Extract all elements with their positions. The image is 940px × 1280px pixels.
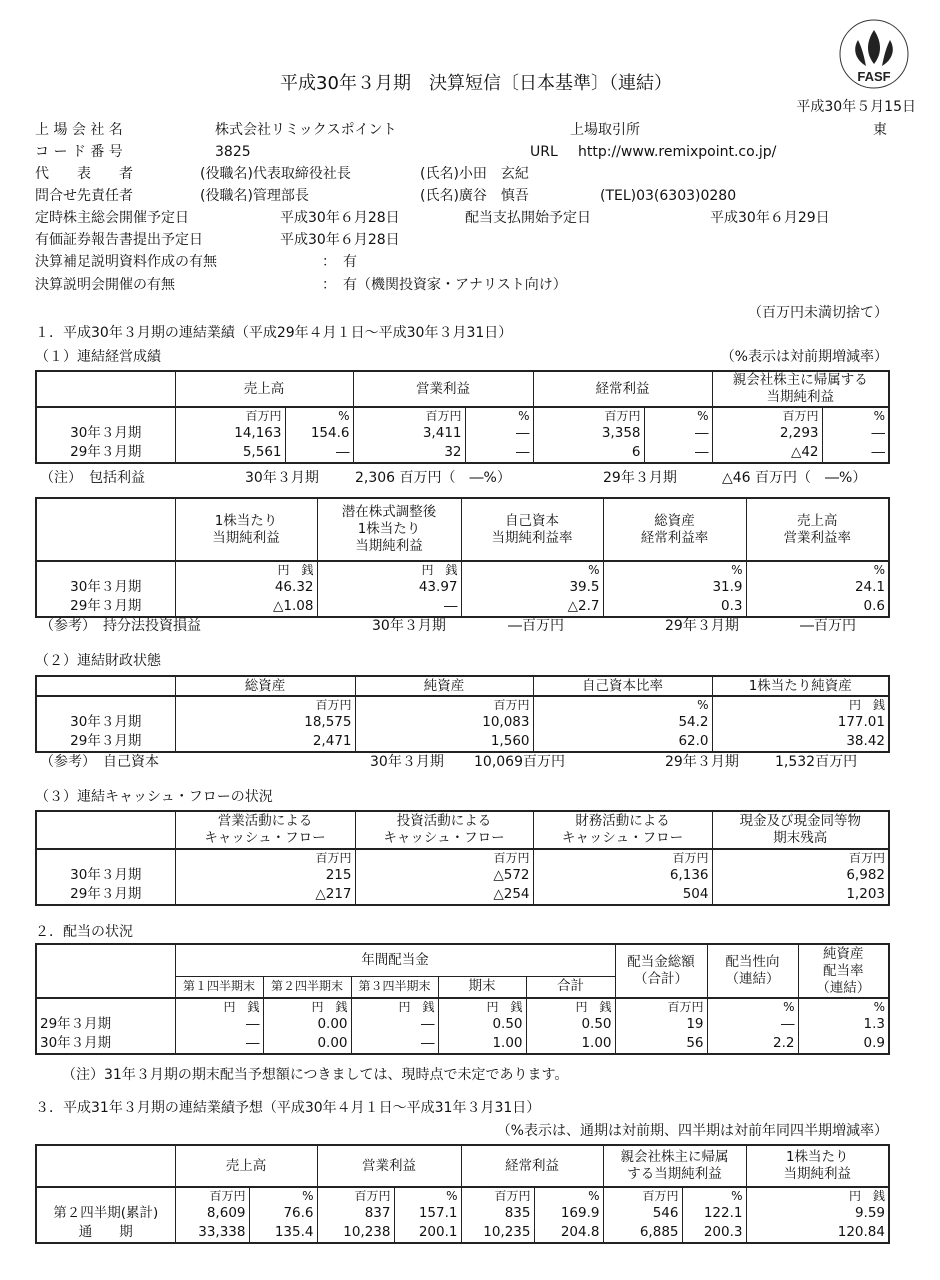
unit-label: 円 銭 [526,998,615,1015]
table-row [36,866,889,885]
column-header [36,1145,175,1187]
column-header: 第１四半期末 [175,976,263,998]
table-cell: 0.00 [263,1034,351,1054]
table-cell: ― [822,424,889,443]
table-cell: 46.32 [175,578,317,597]
table-cell: 0.50 [526,1015,615,1034]
dividend-date: 平成30年６月29日 [710,210,830,226]
column-header: 売上高 営業利益率 [746,498,889,561]
table-cell: ― [707,1015,798,1034]
table-cell: 215 [175,866,355,885]
company-label: 上 場 会 社 名 [35,122,123,138]
row-label: 29年３月期 [36,885,175,905]
table-cell: 10,238 [317,1223,394,1243]
contact-title: (役職名)管理部長 [200,188,309,204]
dividend-note: （注）31年３月期の期末配当予想額につきましては、現時点で未定であります。 [62,1067,569,1083]
table-row [36,885,889,905]
table-cell: △217 [175,885,355,905]
table-cell: ― [285,443,353,463]
table-row [36,1015,889,1034]
dividends-table [35,943,890,1055]
table-cell: 200.1 [394,1223,461,1243]
table-cell: 169.9 [534,1204,603,1223]
table-cell: 31.9 [603,578,746,597]
units-row [36,998,889,1015]
table-cell: 504 [533,885,712,905]
table-cell: 32 [353,443,465,463]
table-cell: 10,235 [461,1223,534,1243]
table-cell: 5,561 [175,443,285,463]
unit-label: 円 銭 [712,696,889,713]
table-cell: 0.9 [798,1034,889,1054]
supplementary-value: ： 有 [322,254,357,270]
row-label: 30年３月期 [36,713,175,732]
table-cell: 2,471 [175,732,355,752]
table-cell: 135.4 [249,1223,317,1243]
unit-label: 百万円 [175,696,355,713]
contact-tel: (TEL)03(6303)0280 [600,188,737,204]
rounding-note: （百万円未満切捨て） [748,305,888,321]
column-header: 合計 [526,976,615,998]
table-cell: 546 [603,1204,682,1223]
row-label [36,561,175,578]
column-header: 1株当たり 当期純利益 [175,498,317,561]
column-header: 1株当たり 当期純利益 [746,1145,889,1187]
table-cell: 24.1 [746,578,889,597]
column-header: 配当性向 （連結） [707,944,798,998]
unit-label: 百万円 [317,1187,394,1204]
column-header: 第３四半期末 [351,976,438,998]
url-label: URL [530,144,558,160]
comprehensive-income-label: （注） 包括利益 [40,470,145,486]
table-row [36,713,889,732]
table-row [36,1204,889,1223]
unit-label: 百万円 [712,849,889,866]
url-link[interactable]: http://www.remixpoint.co.jp/ [578,144,777,160]
table-cell: 0.50 [438,1015,526,1034]
column-header: 期末 [438,976,526,998]
unit-label: % [682,1187,746,1204]
dividend-date-label: 配当支払開始予定日 [465,210,591,226]
unit-label: 百万円 [355,849,533,866]
row-label: 30年３月期 [36,578,175,597]
units-row [36,1187,889,1204]
unit-label: % [533,696,712,713]
table-cell: 0.00 [263,1015,351,1034]
unit-label: 円 銭 [351,998,438,1015]
table-cell: ― [351,1015,438,1034]
company-name: 株式会社リミックスポイント [215,122,397,138]
row-label [36,407,175,424]
own-capital-cur-value: 10,069百万円 [474,754,565,770]
table-cell: 9.59 [746,1204,889,1223]
unit-label: 百万円 [353,407,465,424]
briefing-value: ： 有（機関投資家・アナリスト向け） [322,277,567,293]
table-cell: 157.1 [394,1204,461,1223]
table-cell: 120.84 [746,1223,889,1243]
column-header: 親会社株主に帰属 する当期純利益 [603,1145,746,1187]
unit-label: % [534,1187,603,1204]
comprehensive-income-cur-value: 2,306 百万円（ ―%） [355,470,511,486]
column-header: 純資産 [355,676,533,696]
column-header: 財務活動による キャッシュ・フロー [533,811,712,849]
column-header: 営業利益 [353,371,533,407]
table-cell: 8,609 [175,1204,249,1223]
table-cell: 18,575 [175,713,355,732]
table-cell: 19 [615,1015,707,1034]
cashflow-table [35,810,890,906]
row-label: 通 期 [36,1223,175,1243]
unit-label: 円 銭 [438,998,526,1015]
unit-label: 百万円 [603,1187,682,1204]
table-cell: △254 [355,885,533,905]
row-label: 29年３月期 [36,597,175,617]
unit-label: % [746,561,889,578]
header-row [36,944,889,976]
column-header: 総資産 [175,676,355,696]
agm-date: 平成30年６月28日 [280,210,400,226]
table-cell: 1.3 [798,1015,889,1034]
table-cell: 39.5 [461,578,603,597]
exchange-value: 東 [873,122,887,138]
table-cell: 54.2 [533,713,712,732]
section-1-3-heading: （３）連結キャッシュ・フローの状況 [35,789,273,805]
table-cell: 1,203 [712,885,889,905]
representative-name: (氏名)小田 玄紀 [420,166,529,182]
table-row [36,443,889,463]
representative-label: 代 表 者 [35,166,133,182]
column-header: 経常利益 [533,371,712,407]
header-row [36,498,889,561]
unit-label: 百万円 [533,407,644,424]
report-filing-label: 有価証券報告書提出予定日 [35,232,203,248]
table-cell: 837 [317,1204,394,1223]
table-cell: △1.08 [175,597,317,617]
table-cell: ― [644,443,712,463]
equity-method-cur-value: ―百万円 [508,618,564,634]
table-cell: 62.0 [533,732,712,752]
row-label: 29年３月期 [36,443,175,463]
unit-label: 百万円 [175,1187,249,1204]
table-cell: ― [175,1034,263,1054]
unit-label: % [465,407,533,424]
unit-label: 百万円 [712,407,822,424]
page-title: 平成30年３月期 決算短信〔日本基準〕（連結） [280,73,672,94]
table-cell: 200.3 [682,1223,746,1243]
section-2-heading: ２．配当の状況 [35,924,133,940]
representative-title: (役職名)代表取締役社長 [200,166,351,182]
column-header: 潜在株式調整後 1株当たり 当期純利益 [317,498,461,561]
header-row [36,676,889,696]
column-header [36,811,175,849]
table-row [36,578,889,597]
equity-method-prev-value: ―百万円 [800,618,856,634]
table-cell: 154.6 [285,424,353,443]
unit-label: 百万円 [615,998,707,1015]
column-header: 親会社株主に帰属する 当期純利益 [712,371,889,407]
table-cell: 1.00 [526,1034,615,1054]
table-cell: △2.7 [461,597,603,617]
section-1-1-note: （%表示は対前期増減率） [720,349,888,365]
column-header: 配当金総額 （合計） [615,944,707,998]
exchange-label: 上場取引所 [570,122,640,138]
table-cell: 204.8 [534,1223,603,1243]
comprehensive-income-prev-value: △46 百万円（ ―%） [722,470,867,486]
column-header [36,498,175,561]
table-row [36,1034,889,1054]
agm-label: 定時株主総会開催予定日 [35,210,189,226]
equity-method-label: （参考） 持分法投資損益 [40,618,201,634]
column-header: 総資産 経常利益率 [603,498,746,561]
table-cell: 56 [615,1034,707,1054]
table-cell: △572 [355,866,533,885]
unit-label: 円 銭 [175,998,263,1015]
table-row [36,732,889,752]
unit-label: 百万円 [175,849,355,866]
column-header: 売上高 [175,371,353,407]
svg-text:FASF: FASF [857,69,891,84]
table-cell: 1,560 [355,732,533,752]
row-label [36,1187,175,1204]
equity-method-prev-period: 29年３月期 [665,618,739,634]
unit-label: % [644,407,712,424]
column-header: 年間配当金 [175,944,615,976]
forecast-table [35,1144,890,1244]
row-label: 第２四半期(累計) [36,1204,175,1223]
row-label [36,696,175,713]
briefing-label: 決算説明会開催の有無 [35,277,175,293]
row-label: 30年３月期 [36,1034,175,1054]
report-date: 平成30年５月15日 [796,99,916,115]
table-cell: 76.6 [249,1204,317,1223]
header-row [36,371,889,407]
unit-label: 百万円 [175,407,285,424]
column-header: 自己資本比率 [533,676,712,696]
unit-label: 百万円 [355,696,533,713]
supplementary-label: 決算補足説明資料作成の有無 [35,254,217,270]
unit-label: % [249,1187,317,1204]
row-label [36,849,175,866]
equity-method-cur-period: 30年３月期 [372,618,446,634]
report-filing-date: 平成30年６月28日 [280,232,400,248]
contact-name: (氏名)廣谷 慎吾 [420,188,529,204]
row-label: 30年３月期 [36,424,175,443]
column-header: 経常利益 [461,1145,603,1187]
header-row [36,1145,889,1187]
table-cell: 10,083 [355,713,533,732]
column-header: 営業活動による キャッシュ・フロー [175,811,355,849]
table-cell: 38.42 [712,732,889,752]
table-cell: ― [317,597,461,617]
units-row [36,696,889,713]
section-1-heading: １．平成30年３月期の連結業績（平成29年４月１日～平成30年３月31日） [35,325,513,341]
contact-label: 問合せ先責任者 [35,188,133,204]
table-cell: 177.01 [712,713,889,732]
column-header: 投資活動による キャッシュ・フロー [355,811,533,849]
units-row [36,561,889,578]
own-capital-label: （参考） 自己資本 [40,754,159,770]
unit-label: % [461,561,603,578]
own-capital-cur-period: 30年３月期 [370,754,444,770]
column-header: 営業利益 [317,1145,461,1187]
section-1-2-heading: （２）連結財政状態 [35,653,161,669]
unit-label: % [798,998,889,1015]
table-cell: 2,293 [712,424,822,443]
ratios-table [35,497,890,618]
column-header: 現金及び現金同等物 期末残高 [712,811,889,849]
table-cell: 6 [533,443,644,463]
table-cell: 6,136 [533,866,712,885]
comprehensive-income-prev-period: 29年３月期 [603,470,677,486]
table-cell: 6,885 [603,1223,682,1243]
unit-label: % [394,1187,461,1204]
unit-label: % [285,407,353,424]
column-header [36,944,175,998]
financial-position-table [35,675,890,753]
unit-label: % [603,561,746,578]
table-row [36,1223,889,1243]
table-cell: 2.2 [707,1034,798,1054]
table-cell: 3,411 [353,424,465,443]
table-cell: ― [644,424,712,443]
table-cell: ― [175,1015,263,1034]
row-label: 29年３月期 [36,732,175,752]
table-cell: ― [465,443,533,463]
row-label [36,998,175,1015]
header-row [36,811,889,849]
column-header: 自己資本 当期純利益率 [461,498,603,561]
table-cell: 122.1 [682,1204,746,1223]
own-capital-prev-value: 1,532百万円 [775,754,858,770]
row-label: 30年３月期 [36,866,175,885]
units-row [36,849,889,866]
column-header [36,676,175,696]
table-cell: ― [351,1034,438,1054]
results-table [35,370,890,464]
code-label: コ ー ド 番 号 [35,144,123,160]
section-3-note: （%表示は、通期は対前期、四半期は対前年同四半期増減率） [496,1123,888,1139]
table-cell: 6,982 [712,866,889,885]
unit-label: 円 銭 [175,561,317,578]
table-cell: 0.3 [603,597,746,617]
unit-label: 円 銭 [263,998,351,1015]
table-cell: ― [465,424,533,443]
row-label: 29年３月期 [36,1015,175,1034]
unit-label: 円 銭 [746,1187,889,1204]
unit-label: 百万円 [461,1187,534,1204]
column-header: 第２四半期末 [263,976,351,998]
table-cell: 3,358 [533,424,644,443]
table-cell: 1.00 [438,1034,526,1054]
table-cell: 835 [461,1204,534,1223]
unit-label: 円 銭 [317,561,461,578]
column-header: 売上高 [175,1145,317,1187]
table-cell: 43.97 [317,578,461,597]
comprehensive-income-cur-period: 30年３月期 [245,470,319,486]
column-header: 純資産 配当率 （連結） [798,944,889,998]
section-1-1-heading: （１）連結経営成績 [35,349,161,365]
unit-label: % [822,407,889,424]
section-3-heading: ３．平成31年３月期の連結業績予想（平成30年４月１日～平成31年３月31日） [35,1100,541,1116]
table-cell: △42 [712,443,822,463]
own-capital-prev-period: 29年３月期 [665,754,739,770]
table-row [36,597,889,617]
table-cell: 14,163 [175,424,285,443]
units-row [36,407,889,424]
unit-label: 百万円 [533,849,712,866]
column-header [36,371,175,407]
unit-label: % [707,998,798,1015]
code-value: 3825 [215,144,251,160]
table-row [36,424,889,443]
column-header: 1株当たり純資産 [712,676,889,696]
table-cell: 0.6 [746,597,889,617]
table-cell: 33,338 [175,1223,249,1243]
table-cell: ― [822,443,889,463]
